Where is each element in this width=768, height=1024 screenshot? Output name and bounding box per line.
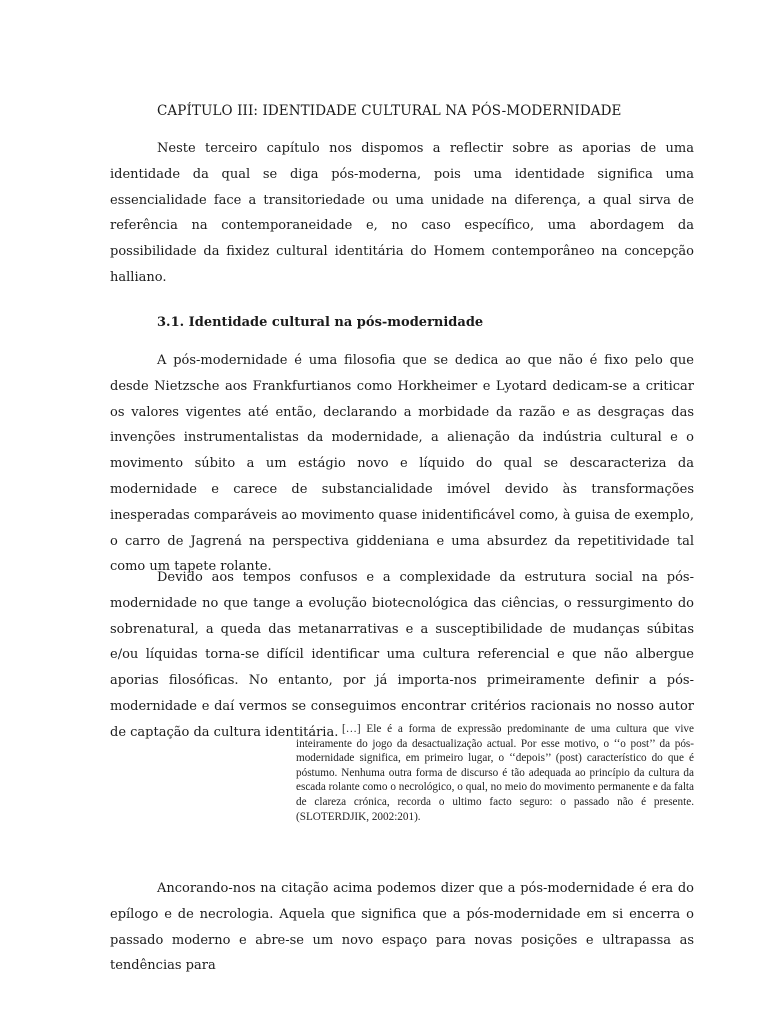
body-paragraph-1: A pós-modernidade é uma filosofia que se dedica ao que não é fixo pelo que desde Nietzsche aos Frankfurtianos como Horkheimer e Lyotard dedicam-se a criticar os valores vigentes até então, declarando a morbidade da razão e as desgraças das invenções instrumentalistas da modernidade, a alienação da indústria cultural e o movimento súbito a um estágio novo e líquido do qual se descaracteriza da modernidade e carece de substancialidade imóvel devido às transformações inesperadas comparáveis ao movimento quase inidentificável como, à guisa de exemplo, o carro de Jagrená na perspectiva giddeniana e uma absurdez da repetitividade tal como um tapete rolante. — [110, 353, 694, 575]
body-paragraph-3: Ancorando-nos na citação acima podemos dizer que a pós-modernidade é era do epílogo e de necrologia. Aquela que significa que a pós-modernidade em si encerra o passado moderno e abre-se um novo espaço para novas posições e ultrapassa as tendências para — [110, 881, 694, 974]
block-quote: […] Ele é a forma de expressão predominante de uma cultura que vive inteiramente do jogo da desactualização actual. Por esse motivo, o ‘‘o post’’ da pós-modernidade significa, em primeiro lugar, o ‘‘depois’’ (post) característico do que é póstumo. Nenhuma outra forma de discurso é tão adequada ao princípio da cultura da escada rolante como o necrológico, o qual, no meio do movimento permanente e da falta de clareza crónica, recorda o ultimo facto seguro: o passado não é presente. (SLOTERDJIK, 2002:201). — [296, 723, 694, 823]
chapter-title: CAPÍTULO III: IDENTIDADE CULTURAL NA PÓS-MODERNIDADE — [157, 103, 622, 119]
body-paragraph-2: Devido aos tempos confusos e a complexidade da estrutura social na pós-modernidade no que tange a evolução biotecnológica das ciências, o ressurgimento do sobrenatural, a queda das metanarrativas e a susceptibilidade de mudanças súbitas e/ou líquidas torna-se difícil identificar uma cultura referencial e que não albergue aporias filosóficas. No entanto, por já importa-nos primeiramente definir a pós-modernidade e daí vermos se conseguimos encontrar critérios racionais no nosso autor de captação da cultura identitária. — [110, 570, 694, 740]
section-heading: 3.1. Identidade cultural na pós-modernidade — [157, 315, 484, 330]
intro-paragraph: Neste terceiro capítulo nos dispomos a reflectir sobre as aporias de uma identidade da qual se diga pós-moderna, pois uma identidade significa uma essencialidade face a transitoriedade ou uma unidade na diferença, a qual sirva de referência na contemporaneidade e, no caso específico, uma abordagem da possibilidade da fixidez cultural identitária do Homem contemporâneo na concepção halliano. — [110, 141, 694, 285]
